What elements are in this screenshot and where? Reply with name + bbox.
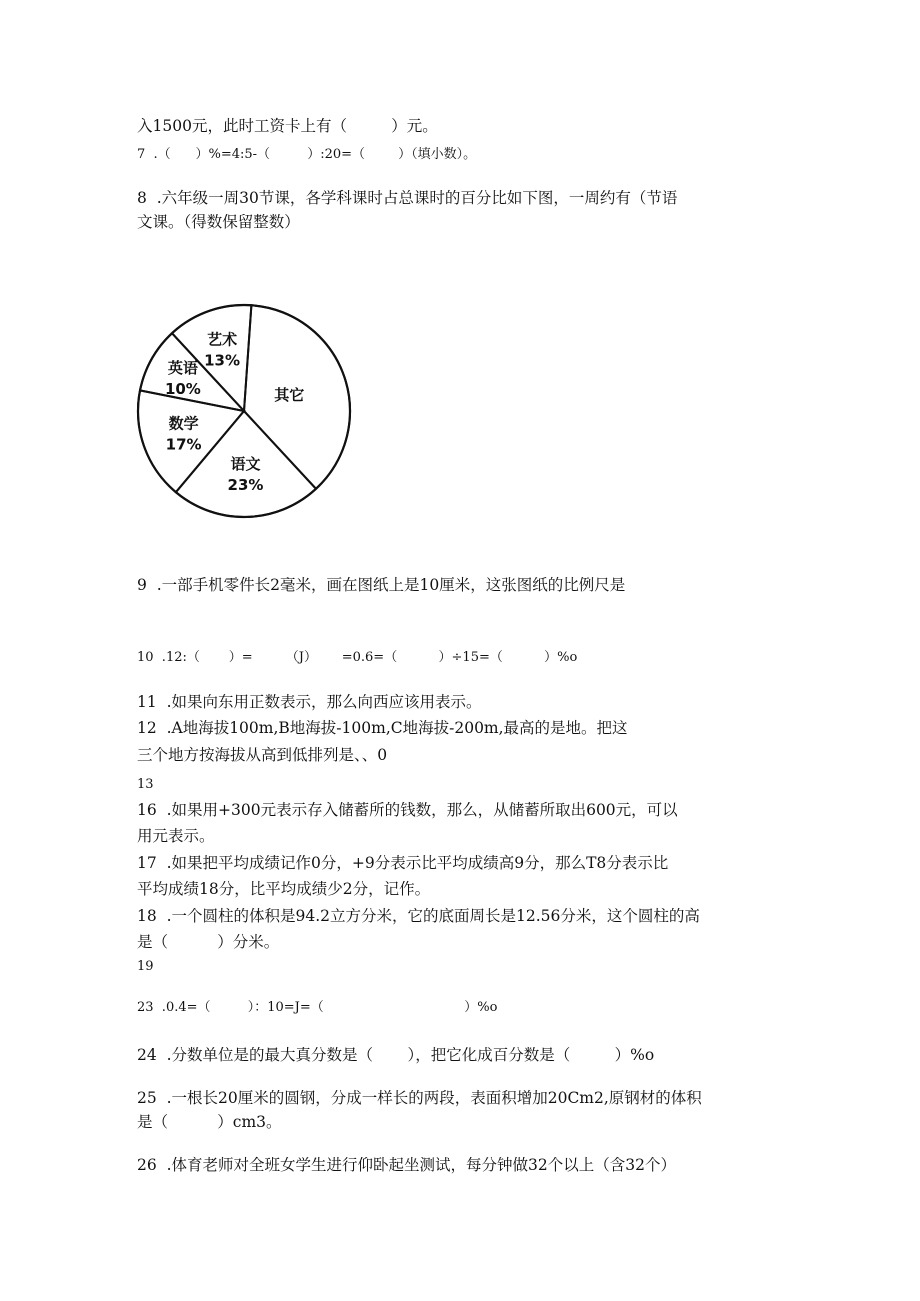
pie-label-name-3: 英语 xyxy=(167,358,198,377)
pie-label-name-4: 艺术 xyxy=(207,330,238,349)
line-15: 是（ ）分米。 xyxy=(137,933,280,951)
line-18: 24 .分数单位是的最大真分数是（ ），把它化成百分数是（ ）%o xyxy=(137,1046,655,1064)
line-21: 26 .体育老师对全班女学生进行仰卧起坐测试，每分钟做32个以上（含32个） xyxy=(137,1156,676,1174)
line-4: 9 .一部手机零件长2毫米，画在图纸上是10厘米，这张图纸的比例尺是 xyxy=(137,576,626,594)
pie-chart xyxy=(133,300,355,522)
line-3: 文课。（得数保留整数） xyxy=(137,213,300,231)
pie-label-name-1: 语文 xyxy=(230,454,261,473)
line-9: 13 xyxy=(137,777,154,792)
line-1: 7 .（ ）%=4:5-（ ）:20=（ ）（填小数）。 xyxy=(137,147,477,162)
line-2: 8 .六年级一周30节课，各学科课时占总课时的百分比如下图，一周约有（节语 xyxy=(137,189,678,207)
line-8: 三个地方按海拔从高到低排列是、、0 xyxy=(137,746,388,764)
pie-label-name-0: 其它 xyxy=(274,386,305,405)
pie-label-name-2: 数学 xyxy=(168,414,199,433)
pie-label-pct-1: 23% xyxy=(227,475,264,494)
line-14: 18 .一个圆柱的体积是94.2立方分米，它的底面周长是12.56分米，这个圆柱的高 xyxy=(137,907,700,925)
line-6: 11 .如果向东用正数表示，那么向西应该用表示。 xyxy=(137,693,482,711)
line-11: 用元表示。 xyxy=(137,827,215,845)
line-5: 10 .12:（ ）= （J） =0.6=（ ）÷15=（ ）%o xyxy=(137,650,578,665)
line-7: 12 .A地海拔100m,B地海拔-100m,C地海拔-200m,最高的是地。把这 xyxy=(137,719,628,737)
pie-label-pct-2: 17% xyxy=(165,435,202,454)
pie-label-pct-4: 13% xyxy=(204,351,241,370)
pie-svg xyxy=(133,300,355,522)
line-17: 23 .0.4=（ ）：10=J=（ ）%o xyxy=(137,1000,498,1015)
line-10: 16 .如果用+300元表示存入储蓄所的钱数，那么，从储蓄所取出600元，可以 xyxy=(137,801,678,819)
line-0: 入1500元，此时工资卡上有（ ）元。 xyxy=(137,117,438,135)
pie-label-pct-3: 10% xyxy=(164,379,201,398)
line-12: 17 .如果把平均成绩记作0分，+9分表示比平均成绩高9分，那么T8分表示比 xyxy=(137,854,669,872)
line-19: 25 .一根长20厘米的圆钢，分成一样长的两段，表面积增加20Cm2,原钢材的体积 xyxy=(137,1089,702,1107)
line-16: 19 xyxy=(137,959,154,974)
line-20: 是（ ）cm3。 xyxy=(137,1113,282,1131)
line-13: 平均成绩18分，比平均成绩少2分，记作。 xyxy=(137,880,431,898)
